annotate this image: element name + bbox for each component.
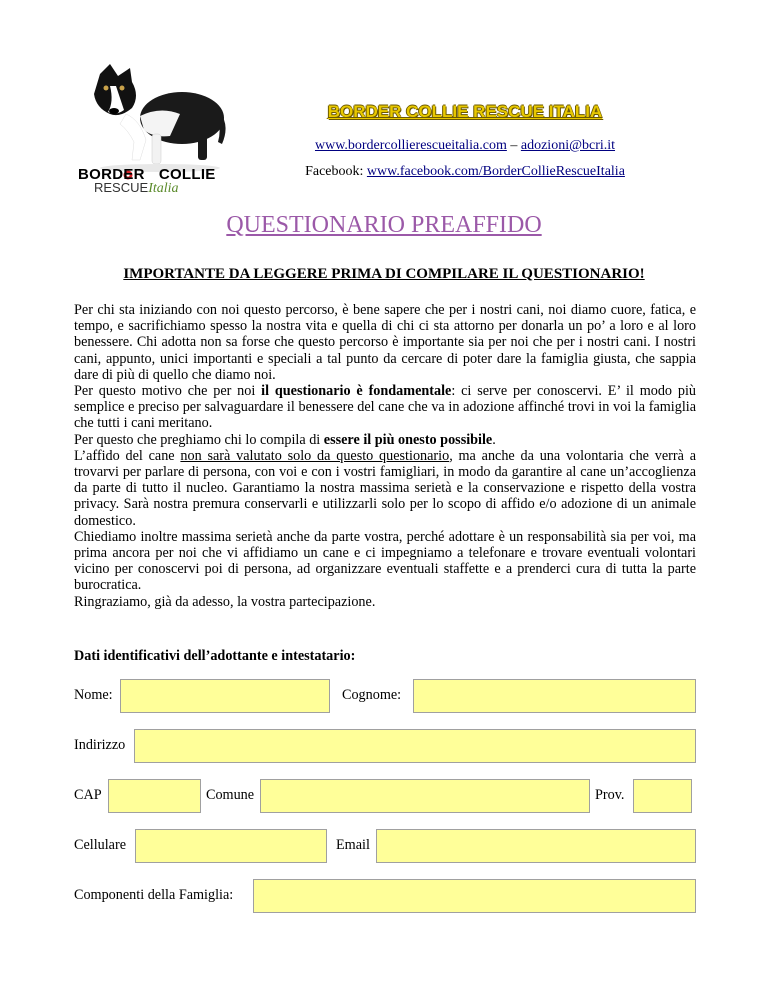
prov-field[interactable] xyxy=(633,779,692,813)
prov-label: Prov. xyxy=(595,787,625,803)
paragraph-3: Per questo che preghiamo chi lo compila di essere il più onesto possibile. xyxy=(74,431,496,448)
document-title: QUESTIONARIO PREAFFIDO xyxy=(226,212,542,238)
paragraph-1: Per chi sta iniziando con noi questo percorso, è bene sapere che per i nostri cani, noi diamo cuore, fatica, e tempo, e sacrifichiamo spesso la nostra vita e quella di chi ci sta attorno per donarla un po’ a loro e al loro benessere. Chi adotta non sa forse che questo percorso è importante sia per noi che per i nostri cani. I nostri cani, appunto, unici importanti e speciali a tal punto da cercare di poter dare la famiglia giusta, che sappia dare di più di quello che diamo noi. xyxy=(74,302,696,383)
componenti-field[interactable] xyxy=(253,879,696,913)
cellulare-field[interactable] xyxy=(135,829,327,863)
paragraph-6: Ringraziamo, già da adesso, la vostra partecipazione. xyxy=(74,593,376,610)
nome-label: Nome: xyxy=(74,687,113,703)
indirizzo-label: Indirizzo xyxy=(74,737,126,753)
nome-field[interactable] xyxy=(120,679,330,713)
contact-links xyxy=(245,138,685,154)
email-label: Email xyxy=(336,837,370,853)
organization-logo xyxy=(70,56,230,196)
cap-field[interactable] xyxy=(108,779,201,813)
facebook-line xyxy=(245,164,685,180)
intro-text xyxy=(74,302,696,610)
logo-line-1: BORDER COLLIE xyxy=(78,166,216,183)
logo-line-2: RESCUEItalia xyxy=(94,180,179,196)
paragraph-2: Per questo motivo che per noi il questionario è fondamentale: ci serve per conoscervi. E’ il modo più semplice e preciso per salvaguardare il benessere del cane che va in adozione affinché trovi in voi la famiglia che tutti i cani meritano. xyxy=(74,383,696,432)
email-field[interactable] xyxy=(376,829,696,863)
paragraph-5: Chiediamo inoltre massima serietà anche da parte vostra, perché adottare è un responsabilità sia per voi, ma prima ancora per noi che vi affidiamo un cane e ci impegniamo a telefonare e trovare eventuali volontari vicino per conoscervi poi di persona, ad organizzare eventuali staffette e a prenderci cura di tutta la parte burocratica. xyxy=(74,528,696,594)
facebook-link[interactable]: www.facebook.com/BorderCollieRescueItalia xyxy=(366,164,625,179)
important-notice: IMPORTANTE DA LEGGERE PRIMA DI COMPILARE IL QUESTIONARIO! xyxy=(123,266,645,282)
section-title-adopter-data: Dati identificativi dell’adottante e intestatario: xyxy=(74,648,356,664)
cognome-field[interactable] xyxy=(413,679,696,713)
comune-label: Comune xyxy=(206,787,255,803)
cognome-label: Cognome: xyxy=(342,687,402,703)
email-link[interactable]: adozioni@bcri.it xyxy=(520,138,616,153)
cap-label: CAP xyxy=(74,787,102,803)
facebook-label: Facebook: xyxy=(305,164,364,179)
componenti-label: Componenti della Famiglia: xyxy=(74,887,234,903)
website-link[interactable]: www.bordercollierescueitalia.com xyxy=(314,138,507,153)
comune-field[interactable] xyxy=(260,779,590,813)
organization-title: BORDER COLLIE RESCUE ITALIA xyxy=(327,102,603,121)
indirizzo-field[interactable] xyxy=(134,729,696,763)
link-separator: – xyxy=(510,138,518,153)
cellulare-label: Cellulare xyxy=(74,837,126,853)
paragraph-4: L’affido del cane non sarà valutato solo da questo questionario, ma anche da una volontaria che verrà a trovarvi per parlare di persona, con voi e con i vostri famigliari, in modo da garantire al cane un’accoglienza da parte di tutto il nucleo. Garantiamo la nostra massima serietà e la conservazione e rispetto della vostra privacy. Sarà nostra premura conservarli e utilizzarli solo per lo scopo di affido e/o adozione di un animale domestico. xyxy=(74,447,696,529)
